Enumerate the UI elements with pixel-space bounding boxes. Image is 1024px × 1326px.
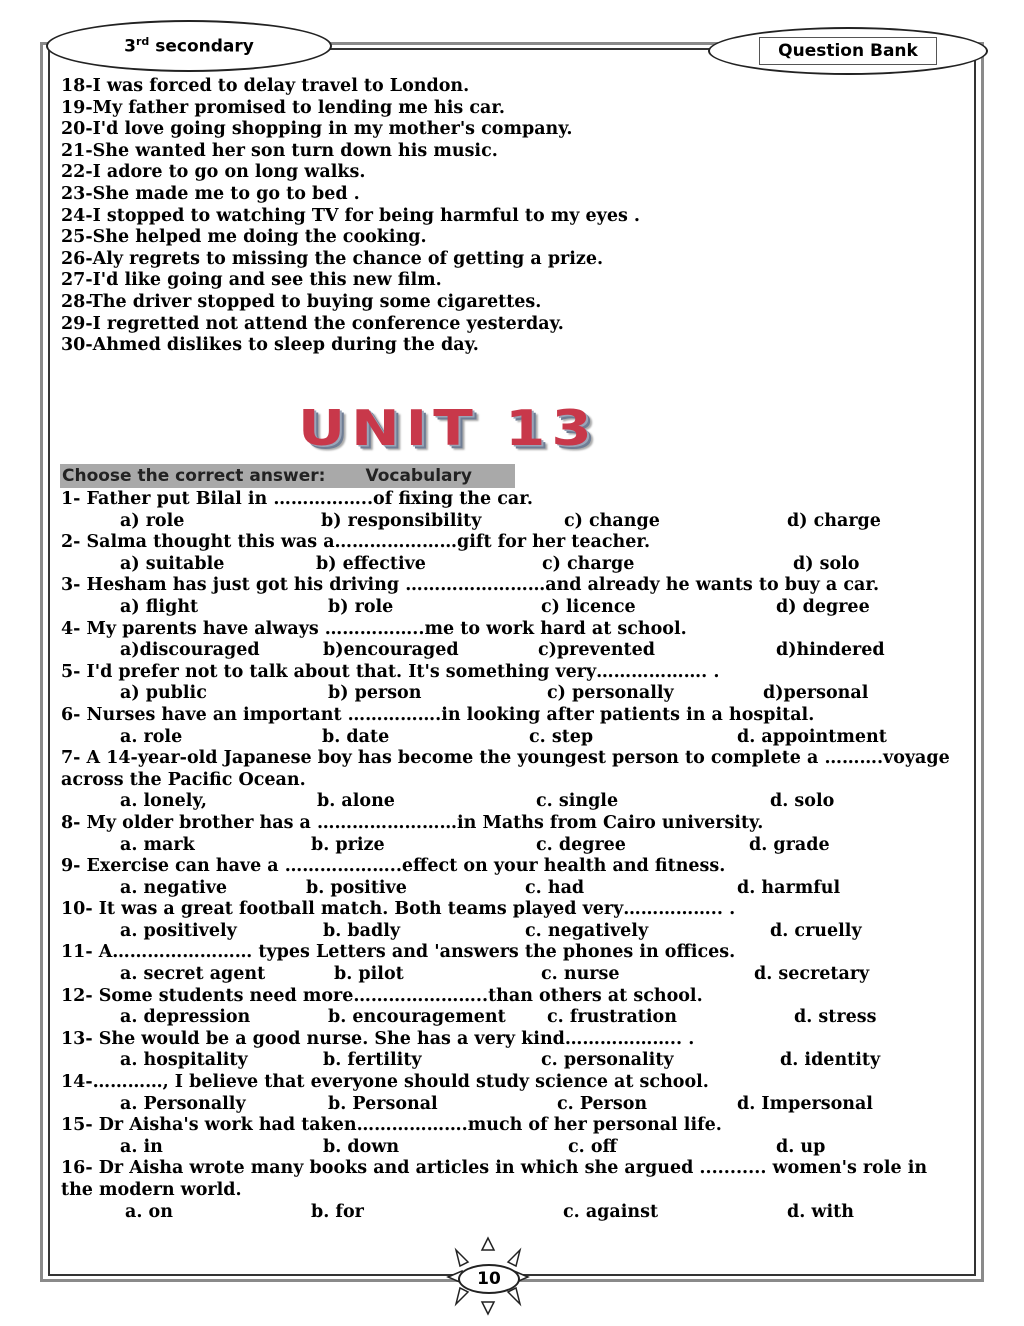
page-number: 10 (458, 1264, 520, 1294)
option-d: d. harmful (737, 877, 841, 898)
option-a: a. role (120, 726, 183, 747)
option-d: d) degree (776, 596, 870, 617)
answer-options (61, 1007, 961, 1029)
sentence-line: 30-Ahmed dislikes to sleep during the day. (61, 335, 479, 356)
option-d: d. secretary (754, 964, 870, 985)
option-a: a. lonely, (120, 791, 207, 812)
answer-options (61, 1050, 961, 1072)
option-b: b. down (323, 1136, 400, 1157)
option-c: c) change (564, 510, 660, 531)
option-a: a. positively (120, 920, 237, 941)
option-c: c)prevented (538, 640, 656, 661)
answer-options (61, 597, 961, 619)
answer-options (61, 640, 961, 662)
option-c: c. frustration (547, 1007, 677, 1028)
option-c: c. Person (557, 1093, 648, 1114)
answer-options (61, 921, 961, 943)
option-b: b. for (311, 1201, 364, 1222)
option-b: b) responsibility (321, 510, 482, 531)
option-a: a. in (120, 1136, 163, 1157)
option-a: a) flight (120, 596, 199, 617)
question-stem: 5- I'd prefer not to talk about that. It's something very………………. . (61, 661, 720, 682)
question-stem: 9- Exercise can have a ………………..effect on your health and fitness. (61, 856, 726, 877)
question-bank-label: Question Bank (759, 37, 937, 65)
answer-options (61, 1137, 961, 1159)
option-c: c. personality (541, 1050, 674, 1071)
sentence-line: 28-The driver stopped to buying some cigarettes. (61, 291, 542, 312)
option-a: a. Personally (120, 1093, 246, 1114)
option-a: a. hospitality (120, 1050, 248, 1071)
sentence-line: 19-My father promised to lending me his car. (61, 97, 506, 118)
option-a: a. on (125, 1201, 173, 1222)
correction-sentences (61, 76, 961, 357)
section-heading (60, 464, 515, 488)
sentence-line: 26-Aly regrets to missing the chance of getting a prize. (61, 248, 604, 269)
option-d: d)hindered (776, 640, 885, 661)
grade-label: 3rd secondary (124, 35, 254, 57)
answer-options (61, 964, 961, 986)
question-stem: 16- Dr Aisha wrote many books and articles in which she argued ........... women's role in the modern world. (61, 1158, 928, 1200)
unit-title: UNIT 13 (298, 399, 598, 457)
question-stem: 1- Father put Bilal in ……………..of fixing the car. (61, 489, 533, 509)
question-stem: 3- Hesham has just got his driving ……………………and already he wants to buy a car. (61, 575, 880, 596)
grade-label-cloud (46, 20, 332, 72)
option-a: a. secret agent (120, 964, 266, 985)
sentence-line: 29-I regretted not attend the conference yesterday. (61, 313, 564, 334)
question-stem: 4- My parents have always ……………..me to work hard at school. (61, 618, 687, 639)
option-c: c. against (563, 1201, 659, 1222)
option-b: b) effective (316, 553, 426, 574)
question-bank-cloud (708, 27, 988, 75)
option-c: c. off (568, 1136, 617, 1157)
option-b: b) role (328, 596, 394, 617)
question-stem: 15- Dr Aisha's work had taken……………….much of her personal life. (61, 1115, 722, 1136)
option-d: d. identity (780, 1050, 881, 1071)
option-b: b. positive (306, 877, 407, 898)
question-stem: 12- Some students need more…………………..than others at school. (61, 985, 703, 1006)
sentence-line: 18-I was forced to delay travel to London. (61, 76, 470, 96)
option-c: c. nurse (541, 964, 620, 985)
option-d: d. with (787, 1201, 854, 1222)
sentence-line: 27-I'd like going and see this new film. (61, 270, 442, 291)
section-heading-text: Choose the correct answer: (62, 466, 326, 486)
option-b: b. encouragement (328, 1007, 506, 1028)
sentence-line: 21-She wanted her son turn down his music. (61, 140, 498, 161)
answer-options (61, 878, 961, 900)
section-subheading: Vocabulary (365, 466, 472, 486)
sentence-line: 23-She made me to go to bed . (61, 183, 360, 204)
question-stem: 13- She would be a good nurse. She has a very kind……………….. . (61, 1028, 695, 1049)
option-d: d. appointment (737, 726, 887, 747)
option-c: c. step (529, 726, 594, 747)
page-number-ornament (428, 1236, 548, 1316)
option-c: c. had (525, 877, 585, 898)
option-c: c. negatively (525, 920, 649, 941)
option-a: a. mark (120, 834, 195, 855)
answer-options (61, 554, 961, 576)
question-stem: 7- A 14-year-old Japanese boy has become the youngest person to complete a ……….voyage across the Pacific Ocean. (61, 748, 950, 790)
option-c: c) licence (541, 596, 636, 617)
option-c: c) charge (542, 553, 635, 574)
option-d: d)personal (763, 683, 869, 704)
answer-options (61, 683, 961, 705)
option-a: a) suitable (120, 553, 225, 574)
option-a: a. depression (120, 1007, 251, 1028)
option-c: c. degree (536, 834, 626, 855)
question-list (61, 489, 961, 1223)
option-d: d. solo (770, 791, 835, 812)
question-stem: 11- A…………………… types Letters and 'answers the phones in offices. (61, 942, 736, 963)
option-d: d) charge (787, 510, 881, 531)
question-stem: 6- Nurses have an important …………….in looking after patients in a hospital. (61, 704, 815, 725)
option-a: a. negative (120, 877, 227, 898)
option-b: b)encouraged (323, 640, 459, 661)
option-b: b. prize (311, 834, 385, 855)
answer-options (61, 1094, 961, 1116)
option-b: b. pilot (334, 964, 404, 985)
option-b: b. alone (317, 791, 395, 812)
sentence-line: 22-I adore to go on long walks. (61, 162, 366, 183)
answer-options (61, 727, 961, 749)
option-d: d. cruelly (770, 920, 862, 941)
option-a: a) public (120, 683, 207, 704)
option-a: a)discouraged (120, 640, 260, 661)
option-b: b. fertility (323, 1050, 422, 1071)
option-d: d. grade (749, 834, 830, 855)
sentence-line: 25-She helped me doing the cooking. (61, 227, 427, 248)
option-b: b. badly (323, 920, 401, 941)
question-stem: 8- My older brother has a ……………………in Maths from Cairo university. (61, 812, 764, 833)
answer-options (61, 791, 961, 813)
option-b: b) person (328, 683, 422, 704)
option-b: b. Personal (328, 1093, 438, 1114)
option-a: a) role (120, 510, 185, 531)
question-stem: 2- Salma thought this was a…………………gift for her teacher. (61, 532, 651, 553)
option-d: d. up (776, 1136, 826, 1157)
option-c: c) personally (547, 683, 674, 704)
option-d: d. stress (794, 1007, 877, 1028)
question-stem: 10- It was a great football match. Both teams played very…………….. . (61, 899, 736, 920)
answer-options (61, 835, 961, 857)
option-d: d. Impersonal (737, 1093, 873, 1114)
sentence-line: 20-I'd love going shopping in my mother's company. (61, 119, 573, 140)
option-b: b. date (322, 726, 390, 747)
question-stem: 14-…………, I believe that everyone should study science at school. (61, 1072, 709, 1093)
answer-options (61, 511, 961, 533)
sentence-line: 24-I stopped to watching TV for being harmful to my eyes . (61, 205, 641, 226)
option-c: c. single (536, 791, 619, 812)
option-d: d) solo (793, 553, 860, 574)
answer-options (61, 1202, 961, 1224)
